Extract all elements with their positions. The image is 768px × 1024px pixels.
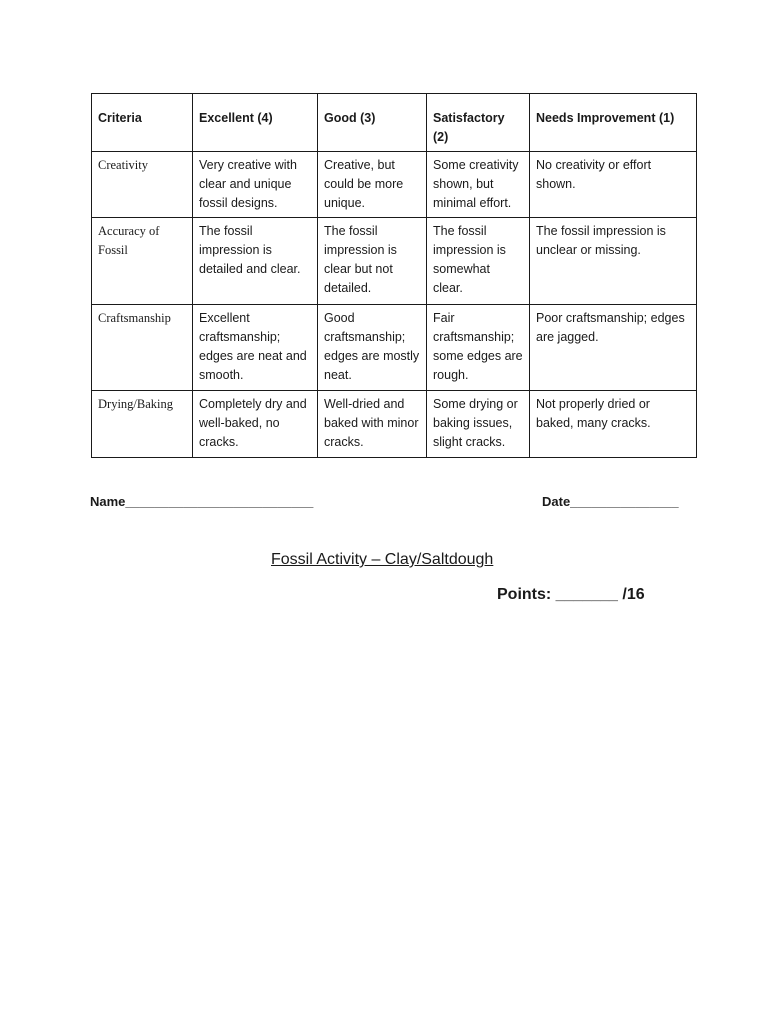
table-cell: Creative, but could be more unique. (318, 152, 427, 218)
criterion-craftsmanship: Craftsmanship (92, 305, 193, 391)
criterion-accuracy: Accuracy of Fossil (92, 218, 193, 305)
criterion-creativity: Creativity (92, 152, 193, 218)
table-cell: Excellent craftsmanship; edges are neat and smooth. (193, 305, 318, 391)
date-field: Date_______________ (542, 494, 679, 509)
header-criteria: Criteria (92, 94, 193, 152)
rubric-header-row (92, 94, 697, 152)
name-field: Name__________________________ (90, 494, 314, 509)
header-excellent: Excellent (4) (193, 94, 318, 152)
table-row (92, 391, 697, 458)
table-row (92, 218, 697, 305)
table-cell: Poor craftsmanship; edges are jagged. (530, 305, 697, 391)
table-cell: Completely dry and well-baked, no cracks. (193, 391, 318, 458)
criterion-drying-baking: Drying/Baking (92, 391, 193, 458)
header-needs-improvement: Needs Improvement (1) (530, 94, 697, 152)
header-satisfactory: Satisfactory (2) (427, 94, 530, 152)
table-cell: Some drying or baking issues, slight cracks. (427, 391, 530, 458)
table-cell: The fossil impression is clear but not detailed. (318, 218, 427, 305)
table-cell: Very creative with clear and unique fossil designs. (193, 152, 318, 218)
table-cell: The fossil impression is unclear or missing. (530, 218, 697, 305)
table-cell: Well-dried and baked with minor cracks. (318, 391, 427, 458)
table-cell: The fossil impression is detailed and clear. (193, 218, 318, 305)
table-cell: Fair craftsmanship; some edges are rough. (427, 305, 530, 391)
table-row (92, 305, 697, 391)
document-title: Fossil Activity – Clay/Saltdough (271, 551, 494, 568)
table-cell: Good craftsmanship; edges are mostly neat. (318, 305, 427, 391)
table-cell: The fossil impression is somewhat clear. (427, 218, 530, 305)
table-cell: Not properly dried or baked, many cracks. (530, 391, 697, 458)
points-field: Points: _______ /16 (497, 586, 645, 603)
table-cell: Some creativity shown, but minimal effort. (427, 152, 530, 218)
table-row (92, 152, 697, 218)
header-good: Good (3) (318, 94, 427, 152)
table-cell: No creativity or effort shown. (530, 152, 697, 218)
rubric-table (91, 93, 697, 458)
